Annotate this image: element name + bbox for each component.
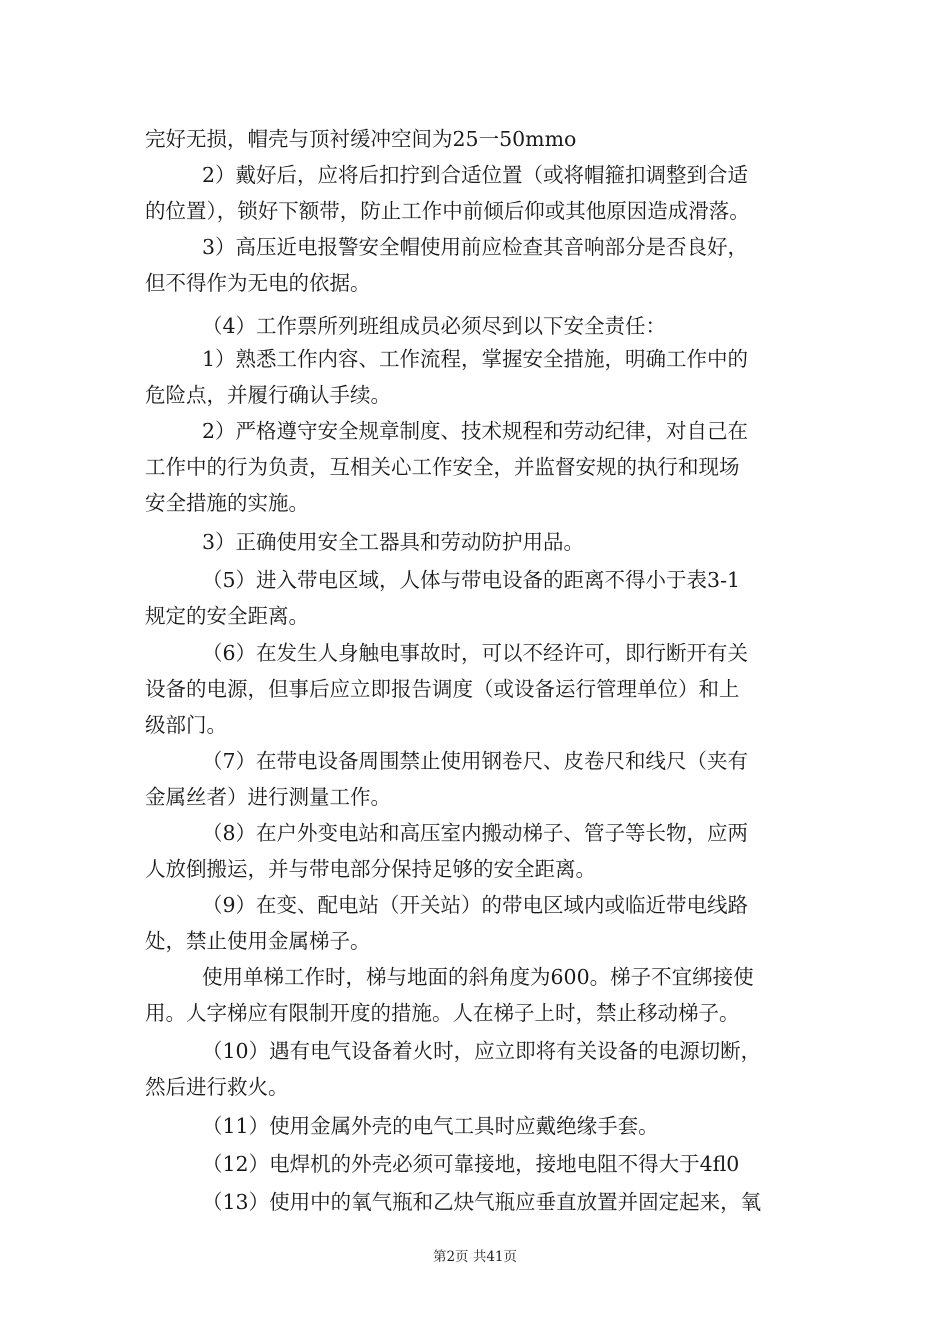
text-line: 工作中的行为负责，互相关心工作安全，并监督安规的执行和现场	[145, 455, 740, 479]
page-footer	[0, 1247, 950, 1267]
text-line: 用。人字梯应有限制开度的措施。人在梯子上时，禁止移动梯子。	[145, 1001, 740, 1025]
text-line: 处，禁止使用金属梯子。	[145, 929, 371, 953]
text-line: 规定的安全距离。	[145, 604, 309, 628]
text-line: 完好无损，帽壳与顶衬缓冲空间为25一50mmo	[145, 127, 577, 151]
text-line: 设备的电源，但事后应立即报告调度（或设备运行管理单位）和上	[145, 677, 740, 701]
text-line: （10）遇有电气设备着火时，应立即将有关设备的电源切断，	[202, 1039, 762, 1063]
text-line: （7）在带电设备周围禁止使用钢卷尺、皮卷尺和线尺（夹有	[202, 749, 749, 773]
text-line: （6）在发生人身触电事故时，可以不经许可，即行断开有关	[202, 641, 749, 665]
text-line: （12）电焊机的外壳必须可靠接地，接地电阻不得大于4fl0	[202, 1152, 740, 1176]
text-line: 级部门。	[145, 713, 227, 737]
text-line: 金属丝者）进行测量工作。	[145, 785, 391, 809]
text-line: 危险点，并履行确认手续。	[145, 383, 391, 407]
text-line: （5）进入带电区域，人体与带电设备的距离不得小于表3-1	[202, 568, 741, 592]
text-line: （9）在变、配电站（开关站）的带电区域内或临近带电线路	[202, 893, 749, 917]
footer-page-number: 2	[446, 1249, 456, 1265]
text-line: （4）工作票所列班组成员必须尽到以下安全责任：	[202, 314, 667, 338]
footer-suffix: 页	[503, 1249, 518, 1265]
footer-total-pages: 41	[486, 1249, 504, 1265]
footer-middle: 页 共	[455, 1249, 487, 1265]
text-line: 安全措施的实施。	[145, 491, 309, 515]
text-line: 人放倒搬运，并与带电部分保持足够的安全距离。	[145, 857, 596, 881]
text-line: 3）高压近电报警安全帽使用前应检查其音响部分是否良好，	[202, 235, 749, 259]
text-line: 的位置），锁好下额带，防止工作中前倾后仰或其他原因造成滑落。	[145, 199, 750, 223]
text-line: （13）使用中的氧气瓶和乙炔气瓶应垂直放置并固定起来，氧	[202, 1190, 762, 1214]
text-line: 2）严格遵守安全规章制度、技术规程和劳动纪律，对自己在	[202, 419, 749, 443]
text-line: （8）在户外变电站和高压室内搬动梯子、管子等长物，应两	[202, 821, 749, 845]
text-line: 2）戴好后，应将后扣拧到合适位置（或将帽箍扣调整到合适	[202, 163, 749, 187]
text-line: （11）使用金属外壳的电气工具时应戴绝缘手套。	[202, 1114, 659, 1138]
text-line: 然后进行救火。	[145, 1075, 289, 1099]
text-line: 使用单梯工作时，梯与地面的斜角度为600。梯子不宜绑接使	[202, 965, 754, 989]
text-line: 但不得作为无电的依据。	[145, 271, 371, 295]
footer-prefix: 第	[432, 1249, 447, 1265]
text-line: 3）正确使用安全工器具和劳动防护用品。	[202, 530, 585, 554]
text-line: 1）熟悉工作内容、工作流程，掌握安全措施，明确工作中的	[202, 347, 749, 371]
